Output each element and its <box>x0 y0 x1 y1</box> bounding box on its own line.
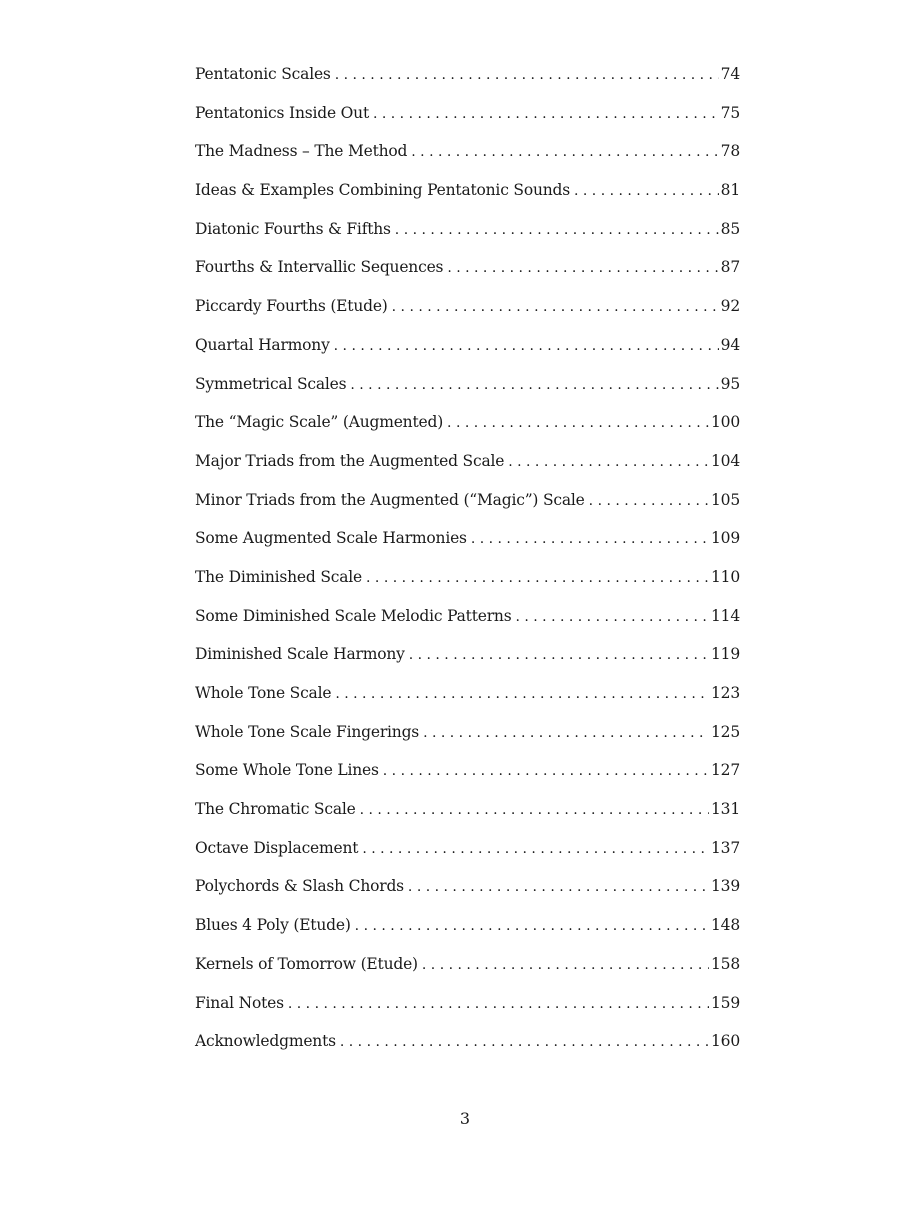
toc-dot-leader <box>355 914 709 938</box>
toc-entry-title: Some Whole Tone Lines <box>195 761 379 780</box>
toc-entry-title: Pentatonic Scales <box>195 65 331 83</box>
toc-entry-title: Octave Displacement <box>195 838 359 857</box>
toc-dot-leader <box>383 759 709 783</box>
toc-dot-leader <box>373 102 719 126</box>
toc-entry <box>195 642 740 681</box>
toc-entry-title: Symmetrical Scales <box>195 374 347 393</box>
toc-entry <box>195 1029 740 1068</box>
toc-entry <box>195 681 740 720</box>
toc-dot-leader <box>350 373 718 397</box>
toc-dot-leader <box>408 875 709 899</box>
toc-dot-leader <box>409 643 709 667</box>
toc-entry-page: 94 <box>720 335 740 354</box>
toc-entry <box>195 565 740 604</box>
toc-entry-page: 85 <box>720 219 740 238</box>
toc-entry-title: Polychords & Slash Chords <box>195 877 404 896</box>
toc-entry <box>195 758 740 797</box>
toc-entry <box>195 178 740 217</box>
toc-dot-leader <box>411 140 718 164</box>
toc-dot-leader <box>392 295 719 319</box>
toc-entry-title: The Diminished Scale <box>195 567 363 586</box>
toc-entry <box>195 410 740 449</box>
toc-entry-title: Whole Tone Scale <box>195 684 332 702</box>
toc-entry <box>195 294 740 333</box>
toc-entry <box>195 255 740 294</box>
toc-entry-title: Diatonic Fourths & Fifths <box>195 219 391 238</box>
toc-dot-leader <box>362 837 709 861</box>
toc-entry-title: Diminished Scale Harmony <box>195 645 405 664</box>
toc-entry-title: Blues 4 Poly (Etude) <box>195 916 351 935</box>
toc-entry-title: Ideas & Examples Combining Pentatonic Sounds <box>195 181 570 200</box>
toc-entry-title: Major Triads from the Augmented Scale <box>195 451 505 470</box>
toc-entry-title: Acknowledgments <box>195 1032 336 1051</box>
toc-entry-page: 104 <box>711 451 740 470</box>
toc-entry-page: 137 <box>711 838 740 857</box>
toc-entry-page: 100 <box>711 413 740 432</box>
toc-entry-page: 131 <box>711 800 740 819</box>
toc-dot-leader <box>360 798 709 822</box>
toc-entry-page: 114 <box>711 606 740 625</box>
toc-dot-leader <box>366 566 709 590</box>
toc-dot-leader <box>574 179 719 203</box>
toc-entry-title: The Madness – The Method <box>195 142 408 161</box>
toc-entry-title: The Chromatic Scale <box>195 800 356 819</box>
toc-entry <box>195 604 740 643</box>
toc-entry-page: 158 <box>711 954 740 973</box>
toc-entry-page: 95 <box>720 374 740 393</box>
toc-entry-title: Kernels of Tomorrow (Etude) <box>195 954 418 973</box>
toc-entry <box>195 720 740 759</box>
toc-dot-leader <box>515 605 709 629</box>
toc-dot-leader <box>471 527 709 551</box>
toc-entry-page: 125 <box>711 722 740 741</box>
toc-entry <box>195 333 740 372</box>
toc-dot-leader <box>422 953 709 977</box>
toc-entry <box>195 449 740 488</box>
toc-entry-page: 160 <box>711 1032 740 1051</box>
toc-entry <box>195 488 740 527</box>
toc-dot-leader <box>334 334 719 358</box>
toc-dot-leader <box>447 411 709 435</box>
toc-dot-leader <box>335 63 719 87</box>
page-number: 3 <box>459 1109 471 1128</box>
toc-dot-leader <box>589 489 709 513</box>
toc-entry <box>195 101 740 140</box>
toc-entry-page: 127 <box>711 761 740 780</box>
toc-entry <box>195 62 740 101</box>
toc-entry-title: Minor Triads from the Augmented (“Magic”) Scale <box>195 490 585 509</box>
toc-entry-title: Some Augmented Scale Harmonies <box>195 529 467 548</box>
toc-dot-leader <box>395 218 719 242</box>
toc-entry-page: 119 <box>711 645 740 664</box>
toc-entry-page: 105 <box>711 490 740 509</box>
toc-dot-leader <box>335 682 709 706</box>
toc-entry-title: The “Magic Scale” (Augmented) <box>195 413 444 432</box>
toc-entry-page: 81 <box>720 181 740 200</box>
toc-entry-page: 110 <box>711 567 740 586</box>
toc-entry <box>195 797 740 836</box>
toc-entry-page: 78 <box>720 142 740 161</box>
toc-entry-page: 109 <box>711 529 740 548</box>
toc-dot-leader <box>423 721 709 745</box>
toc-entry <box>195 139 740 178</box>
toc-entry-page: 87 <box>720 258 740 277</box>
toc-entry-title: Piccardy Fourths (Etude) <box>195 297 388 316</box>
toc-entry-page: 75 <box>720 103 740 122</box>
toc-entry-page: 139 <box>711 877 740 896</box>
table-of-contents <box>195 62 740 1068</box>
toc-entry-title: Pentatonics Inside Out <box>195 103 369 122</box>
toc-entry-page: 159 <box>711 993 740 1012</box>
toc-entry-page: 123 <box>711 684 740 702</box>
toc-entry-title: Fourths & Intervallic Sequences <box>195 258 444 277</box>
toc-entry <box>195 372 740 411</box>
toc-dot-leader <box>447 256 718 280</box>
toc-entry-page: 92 <box>720 297 740 316</box>
toc-entry <box>195 874 740 913</box>
toc-entry-title: Whole Tone Scale Fingerings <box>195 722 420 741</box>
toc-entry-page: 74 <box>720 65 740 83</box>
toc-dot-leader <box>340 1030 709 1054</box>
toc-entry <box>195 991 740 1030</box>
toc-entry <box>195 526 740 565</box>
toc-entry-title: Quartal Harmony <box>195 335 330 354</box>
toc-entry-title: Some Diminished Scale Melodic Patterns <box>195 606 512 625</box>
toc-entry <box>195 952 740 991</box>
toc-entry <box>195 836 740 875</box>
toc-entry-page: 148 <box>711 916 740 935</box>
toc-entry-title: Final Notes <box>195 993 284 1012</box>
toc-dot-leader <box>288 992 709 1016</box>
toc-entry <box>195 217 740 256</box>
toc-entry <box>195 913 740 952</box>
toc-dot-leader <box>508 450 709 474</box>
